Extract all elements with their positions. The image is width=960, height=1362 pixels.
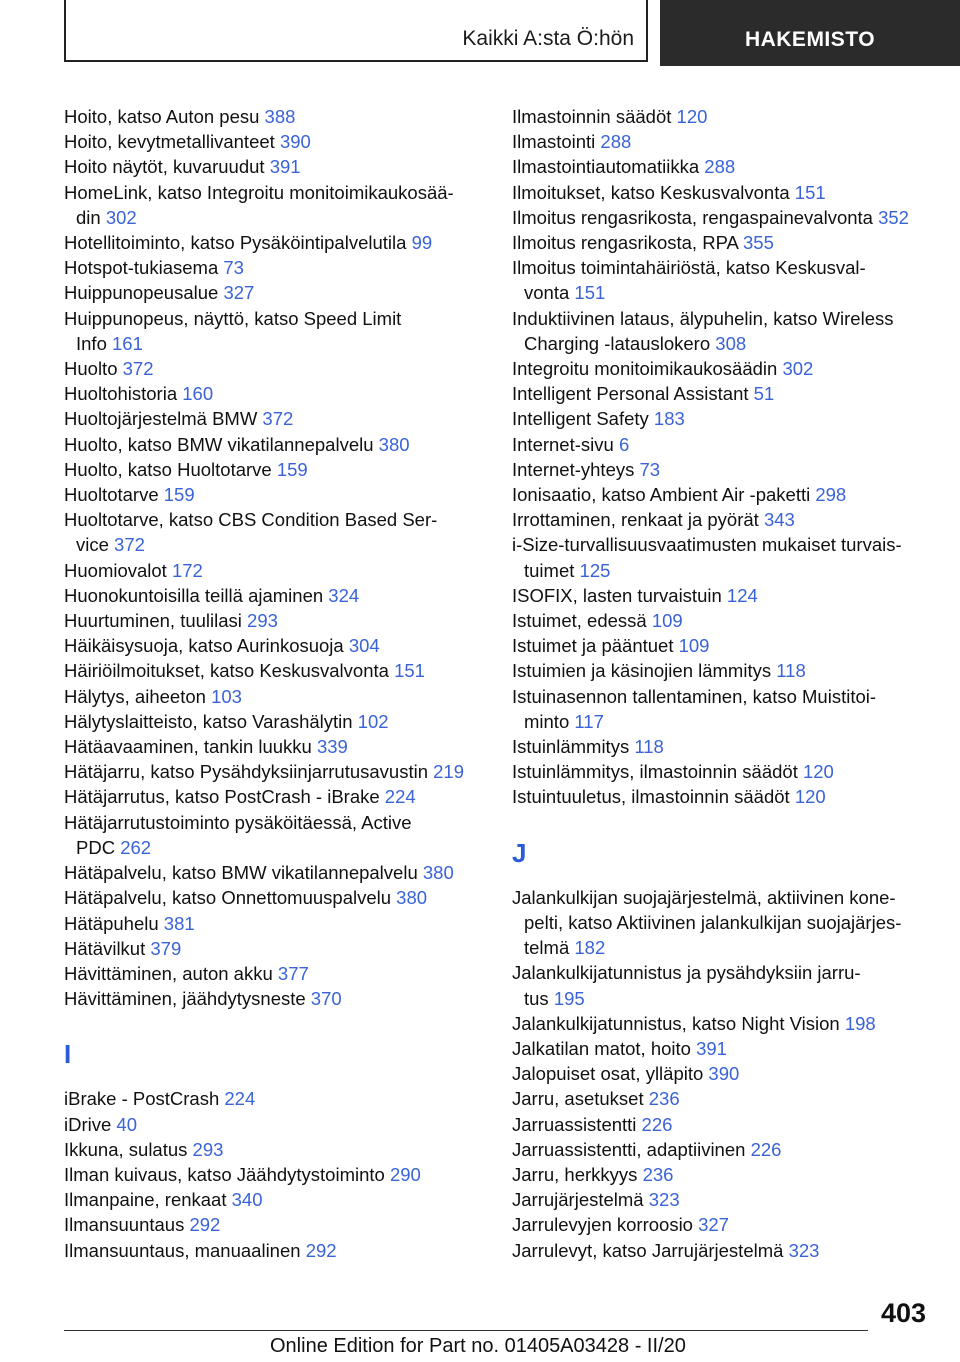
index-entry bbox=[512, 205, 932, 230]
index-entry-text: Jalopuiset osat, ylläpito bbox=[512, 1063, 709, 1085]
page-reference-link[interactable]: 151 bbox=[574, 282, 606, 304]
index-entry-text: Häiriöilmoitukset, katso Keskusvalvonta bbox=[64, 660, 395, 682]
page-reference-link[interactable]: 224 bbox=[384, 786, 416, 808]
page-reference-link[interactable]: 183 bbox=[653, 408, 685, 430]
page-reference-link[interactable]: 224 bbox=[224, 1088, 256, 1110]
index-entry bbox=[512, 1162, 932, 1187]
page-reference-link[interactable]: 391 bbox=[696, 1037, 727, 1059]
index-entry bbox=[512, 658, 932, 683]
page-reference-link[interactable]: 298 bbox=[815, 484, 847, 506]
index-entry-text: Hätäjarrutustoiminto pysäköitäessä, Active bbox=[64, 811, 412, 833]
index-entry-text: Jalankulkijatunnistus ja pysähdyksiin jarru- bbox=[512, 962, 861, 984]
index-entry bbox=[64, 583, 484, 608]
page-reference-link[interactable]: 370 bbox=[310, 988, 342, 1010]
index-entry-text: tus bbox=[524, 987, 554, 1009]
index-column-right bbox=[512, 104, 932, 1263]
page-reference-link[interactable]: 102 bbox=[357, 710, 389, 732]
page-reference-link[interactable]: 293 bbox=[192, 1138, 224, 1160]
index-entry bbox=[64, 684, 484, 709]
index-entry bbox=[512, 432, 932, 457]
index-entry-text: Hälytys, aiheeton bbox=[64, 685, 212, 707]
index-entry-text: Irrottaminen, renkaat ja pyörät bbox=[512, 509, 764, 531]
index-entry-text: Ilmoitus rengasrikosta, rengaspainevalvonta bbox=[512, 206, 879, 228]
index-entry bbox=[512, 230, 932, 255]
page-reference-link[interactable]: 323 bbox=[788, 1239, 820, 1261]
page-reference-link[interactable]: 327 bbox=[698, 1214, 729, 1236]
page-reference-link[interactable]: 288 bbox=[600, 131, 632, 153]
page-reference-link[interactable]: 390 bbox=[708, 1063, 740, 1085]
index-entry bbox=[512, 180, 932, 205]
index-entry-text: HomeLink, katso Integroitu monitoimikaukosää- bbox=[64, 181, 454, 203]
index-entry bbox=[512, 784, 932, 809]
index-entry-text: i-Size-turvallisuusvaatimusten mukaiset turvais- bbox=[512, 534, 902, 556]
page-reference-link[interactable]: 109 bbox=[651, 610, 683, 632]
index-entry-text: Hävittäminen, jäähdytysneste bbox=[64, 988, 311, 1010]
page-reference-link[interactable]: 308 bbox=[715, 332, 747, 354]
index-entry bbox=[64, 255, 484, 280]
index-entry-text: minto bbox=[524, 710, 575, 732]
index-entry bbox=[512, 734, 932, 759]
page-reference-link[interactable]: 380 bbox=[378, 433, 410, 455]
page-reference-link[interactable]: 380 bbox=[422, 862, 454, 884]
page-reference-link[interactable]: 219 bbox=[433, 761, 465, 783]
index-entry bbox=[64, 482, 484, 507]
index-entry-text: Huoltohistoria bbox=[64, 383, 183, 405]
index-entry-text: Huoltojärjestelmä BMW bbox=[64, 408, 263, 430]
page-reference-link[interactable]: 304 bbox=[348, 635, 380, 657]
index-entry bbox=[512, 507, 932, 532]
footer-divider bbox=[64, 1330, 868, 1331]
index-entry bbox=[64, 784, 484, 809]
index-entry-text: din bbox=[76, 206, 106, 228]
index-entry bbox=[512, 129, 932, 154]
index-entry bbox=[512, 356, 932, 381]
index-entry bbox=[512, 482, 932, 507]
index-entry bbox=[512, 583, 932, 608]
page-reference-link[interactable]: 159 bbox=[276, 458, 308, 480]
index-entry bbox=[512, 960, 932, 1010]
index-entry bbox=[64, 885, 484, 910]
index-entry-text: Istuimet, edessä bbox=[512, 610, 652, 632]
index-entry-text: Hätäjarru, katso Pysähdyksiinjarrutusavustin bbox=[64, 761, 434, 783]
page-reference-link[interactable]: 40 bbox=[116, 1113, 137, 1135]
index-entry bbox=[512, 1112, 932, 1137]
index-entry bbox=[64, 1212, 484, 1237]
index-entry-text: Istuintuuletus, ilmastoinnin säädöt bbox=[512, 786, 795, 808]
page-reference-link[interactable]: 6 bbox=[618, 433, 630, 455]
page-reference-link[interactable]: 151 bbox=[794, 181, 826, 203]
page-reference-link[interactable]: 195 bbox=[553, 987, 585, 1009]
index-entry-text: Istuinasennon tallentaminen, katso Muistitoi- bbox=[512, 685, 877, 707]
index-entry bbox=[64, 608, 484, 633]
page-reference-link[interactable]: 292 bbox=[305, 1239, 337, 1261]
index-entry bbox=[64, 658, 484, 683]
index-column-left bbox=[64, 104, 484, 1263]
index-entry-text: Istuimien ja käsinojien lämmitys bbox=[512, 660, 777, 682]
page-reference-link[interactable]: 324 bbox=[328, 584, 360, 606]
page-reference-link[interactable]: 236 bbox=[642, 1163, 674, 1185]
index-entry-text: Induktiivinen lataus, älypuhelin, katso Wireless bbox=[512, 307, 894, 329]
index-entry-text: Hotellitoiminto, katso Pysäköintipalvelutila bbox=[64, 232, 412, 254]
page-reference-link[interactable]: 390 bbox=[279, 131, 311, 153]
page-reference-link[interactable]: 372 bbox=[114, 534, 145, 556]
index-entry-text: telmä bbox=[524, 937, 575, 959]
page-reference-link[interactable]: 323 bbox=[648, 1189, 680, 1211]
section-tab bbox=[64, 0, 648, 62]
index-entry-text: Hälytyslaitteisto, katso Varashälytin bbox=[64, 710, 358, 732]
page-reference-link[interactable]: 262 bbox=[120, 836, 152, 858]
index-entry bbox=[512, 1137, 932, 1162]
index-tab bbox=[660, 0, 960, 66]
index-entry-text: Istuinlämmitys bbox=[512, 736, 635, 758]
page-reference-link[interactable]: 391 bbox=[269, 156, 301, 178]
page-reference-link[interactable]: 327 bbox=[223, 282, 255, 304]
index-entry bbox=[512, 532, 932, 582]
footer-edition: Online Edition for Part no. 01405A03428 - II/20 bbox=[270, 1335, 686, 1357]
index-entry-text: Ilmanpaine, renkaat bbox=[64, 1189, 232, 1211]
index-entry-text: tuimet bbox=[524, 559, 580, 581]
index-entry-text: Internet-yhteys bbox=[512, 458, 640, 480]
page-reference-link[interactable]: 120 bbox=[794, 786, 826, 808]
index-entry-text: Hotspot-tukiasema bbox=[64, 257, 224, 279]
index-entry bbox=[64, 558, 484, 583]
index-entry bbox=[64, 230, 484, 255]
index-entry-text: ISOFIX, lasten turvaistuin bbox=[512, 584, 727, 606]
page-reference-link[interactable]: 73 bbox=[639, 458, 661, 480]
index-entry-text: Häikäisysuoja, katso Aurinkosuoja bbox=[64, 635, 349, 657]
index-entry-text: Huurtuminen, tuulilasi bbox=[64, 610, 248, 632]
index-entry bbox=[64, 432, 484, 457]
index-entry-text: Huippunopeus, näyttö, katso Speed Limit bbox=[64, 307, 402, 329]
index-entry-text: Internet-sivu bbox=[512, 433, 619, 455]
index-entry bbox=[64, 1137, 484, 1162]
page-reference-link[interactable]: 120 bbox=[802, 761, 834, 783]
index-entry-text: Huolto bbox=[64, 358, 123, 380]
index-entry-text: Intelligent Safety bbox=[512, 408, 654, 430]
index-entry bbox=[64, 1162, 484, 1187]
index-entry bbox=[64, 356, 484, 381]
index-entry-text: Huippunopeusalue bbox=[64, 282, 224, 304]
page-reference-link[interactable]: 73 bbox=[223, 257, 244, 279]
index-entry bbox=[512, 759, 932, 784]
section-tab-label: Kaikki A:sta Ö:hön bbox=[462, 27, 634, 50]
index-entry bbox=[64, 381, 484, 406]
index-entry-text: iDrive bbox=[64, 1113, 117, 1135]
index-entry bbox=[512, 154, 932, 179]
index-entry-text: Ionisaatio, katso Ambient Air -paketti bbox=[512, 484, 816, 506]
index-entry-text: Jarrulevyjen korroosio bbox=[512, 1214, 699, 1236]
page-reference-link[interactable]: 293 bbox=[247, 610, 278, 632]
index-entry-text: Ilman kuivaus, katso Jäähdytystoiminto bbox=[64, 1163, 390, 1185]
page-reference-link[interactable]: 124 bbox=[726, 584, 758, 606]
index-entry-text: Huoltotarve bbox=[64, 484, 164, 506]
index-entry-text: Jarru, asetukset bbox=[512, 1088, 649, 1110]
page-reference-link[interactable]: 236 bbox=[648, 1088, 680, 1110]
page-reference-link[interactable]: 109 bbox=[678, 635, 710, 657]
index-entry bbox=[512, 1011, 932, 1036]
index-entry-text: Huolto, katso BMW vikatilannepalvelu bbox=[64, 433, 379, 455]
index-entry-text: Ilmastointi bbox=[512, 131, 601, 153]
page-reference-link[interactable]: 372 bbox=[122, 358, 154, 380]
index-letter-heading: J bbox=[512, 837, 527, 868]
index-letter-heading: I bbox=[64, 1039, 72, 1070]
page-reference-link[interactable]: 339 bbox=[316, 736, 348, 758]
index-entry-text: Integroitu monitoimikaukosäädin bbox=[512, 358, 783, 380]
index-entry bbox=[512, 306, 932, 356]
page-reference-link[interactable]: 172 bbox=[171, 559, 203, 581]
page-reference-link[interactable]: 151 bbox=[394, 660, 425, 682]
index-entry bbox=[64, 129, 484, 154]
page-reference-link[interactable]: 302 bbox=[782, 358, 814, 380]
index-entry-text: Hoito, katso Auton pesu bbox=[64, 106, 265, 127]
index-entry bbox=[64, 1086, 484, 1111]
index-entry bbox=[512, 1187, 932, 1212]
index-entry-text: Intelligent Personal Assistant bbox=[512, 383, 754, 405]
page-header bbox=[64, 0, 960, 66]
index-entry bbox=[512, 457, 932, 482]
index-entry bbox=[512, 1238, 932, 1263]
index-entry bbox=[64, 154, 484, 179]
index-entry bbox=[64, 986, 484, 1011]
index-entry-text: Jalkatilan matot, hoito bbox=[512, 1037, 697, 1059]
index-entry bbox=[64, 633, 484, 658]
index-entry-text: Jalankulkijatunnistus, katso Night Vision bbox=[512, 1012, 845, 1034]
page-reference-link[interactable]: 288 bbox=[704, 156, 736, 178]
page-reference-link[interactable]: 226 bbox=[750, 1138, 782, 1160]
index-entry-text: vonta bbox=[524, 282, 575, 304]
index-entry-text: Huonokuntoisilla teillä ajaminen bbox=[64, 584, 329, 606]
index-entry-text: Hätäpuhelu bbox=[64, 912, 164, 934]
page-reference-link[interactable]: 118 bbox=[634, 736, 664, 758]
index-entry bbox=[64, 406, 484, 431]
index-entry-text: Hätäavaaminen, tankin luukku bbox=[64, 736, 317, 758]
page-reference-link[interactable]: 103 bbox=[211, 685, 242, 707]
index-entry-text: Hoito näytöt, kuvaruudut bbox=[64, 156, 270, 178]
page-reference-link[interactable]: 160 bbox=[182, 383, 214, 405]
page-reference-link[interactable]: 292 bbox=[189, 1214, 221, 1236]
index-entry bbox=[64, 280, 484, 305]
index-entry-text: Jarruassistentti, adaptiivinen bbox=[512, 1138, 751, 1160]
index-entry-text: PDC bbox=[76, 836, 121, 858]
index-entry-text: Istuimet ja pääntuet bbox=[512, 635, 679, 657]
index-entry-text: Hätävilkut bbox=[64, 937, 151, 959]
page-reference-link[interactable]: 117 bbox=[574, 710, 604, 732]
index-entry bbox=[512, 633, 932, 658]
index-entry bbox=[64, 911, 484, 936]
page-reference-link[interactable]: 226 bbox=[641, 1113, 673, 1135]
index-tab-label: HAKEMISTO bbox=[744, 28, 876, 51]
index-entry bbox=[512, 885, 932, 961]
page-reference-link[interactable]: 302 bbox=[105, 206, 137, 228]
index-entry-text: vice bbox=[76, 534, 115, 556]
index-entry bbox=[64, 306, 484, 356]
page-reference-link[interactable]: 355 bbox=[743, 232, 774, 254]
page-reference-link[interactable]: 388 bbox=[264, 106, 296, 127]
index-entry bbox=[64, 457, 484, 482]
index-entry bbox=[512, 608, 932, 633]
index-entry-text: pelti, katso Aktiivinen jalankulkijan suojajärjes- bbox=[524, 911, 902, 933]
page-reference-link[interactable]: 377 bbox=[277, 962, 309, 984]
page-reference-link[interactable]: 372 bbox=[262, 408, 294, 430]
index-entry-text: Hävittäminen, auton akku bbox=[64, 962, 278, 984]
index-entry-text: Ilmansuuntaus, manuaalinen bbox=[64, 1239, 306, 1261]
index-entry bbox=[64, 961, 484, 986]
page-reference-link[interactable]: 99 bbox=[411, 232, 433, 254]
index-entry bbox=[64, 759, 484, 784]
index-entry-text: Huoltotarve, katso CBS Condition Based Ser- bbox=[64, 509, 438, 531]
index-entry bbox=[512, 255, 932, 305]
index-entry bbox=[64, 1238, 484, 1263]
page-reference-link[interactable]: 379 bbox=[150, 937, 182, 959]
page-reference-link[interactable]: 381 bbox=[163, 912, 195, 934]
index-entry-text: Ikkuna, sulatus bbox=[64, 1138, 193, 1160]
page-reference-link[interactable]: 125 bbox=[579, 559, 611, 581]
index-entry-text: Hätäjarrutus, katso PostCrash - iBrake bbox=[64, 786, 385, 808]
index-entry-text: Ilmastointiautomatiikka bbox=[512, 156, 705, 178]
index-entry-text: Huolto, katso Huoltotarve bbox=[64, 458, 277, 480]
page-reference-link[interactable]: 159 bbox=[163, 484, 195, 506]
index-entry-text: Ilmoitus toimintahäiriöstä, katso Keskusval- bbox=[512, 257, 866, 279]
index-entry-text: Jarru, herkkyys bbox=[512, 1163, 643, 1185]
index-entry-text: Info bbox=[76, 332, 112, 354]
index-entry bbox=[512, 1086, 932, 1111]
page-reference-link[interactable]: 118 bbox=[776, 660, 806, 682]
index-entry-text: Jalankulkijan suojajärjestelmä, aktiivinen kone- bbox=[512, 886, 896, 908]
page-reference-link[interactable]: 290 bbox=[389, 1163, 421, 1185]
page-reference-link[interactable]: 343 bbox=[763, 509, 795, 531]
index-entry bbox=[64, 860, 484, 885]
index-entry-text: Istuinlämmitys, ilmastoinnin säädöt bbox=[512, 761, 803, 783]
index-entry bbox=[512, 684, 932, 734]
index-entry-text: Ilmansuuntaus bbox=[64, 1214, 190, 1236]
index-entry bbox=[64, 1112, 484, 1137]
index-entry-text: Jarruassistentti bbox=[512, 1113, 642, 1135]
page-reference-link[interactable]: 198 bbox=[844, 1012, 876, 1034]
index-entry bbox=[64, 507, 484, 557]
page-reference-link[interactable]: 51 bbox=[753, 383, 775, 405]
index-entry bbox=[512, 1036, 932, 1061]
index-entry-text: Ilmoitukset, katso Keskusvalvonta bbox=[512, 181, 795, 203]
index-entry-text: Hätäpalvelu, katso BMW vikatilannepalvelu bbox=[64, 862, 423, 884]
index-entry-text: Hoito, kevytmetallivanteet bbox=[64, 131, 280, 153]
page-reference-link[interactable]: 352 bbox=[878, 206, 909, 228]
index-entry bbox=[64, 734, 484, 759]
index-entry bbox=[512, 1212, 932, 1237]
page-reference-link[interactable]: 380 bbox=[396, 887, 428, 909]
index-entry-text: Huomiovalot bbox=[64, 559, 172, 581]
page-number: 403 bbox=[880, 1298, 926, 1328]
index-entry-text: Hätäpalvelu, katso Onnettomuuspalvelu bbox=[64, 887, 397, 909]
index-entry-text: Jarrulevyt, katso Jarrujärjestelmä bbox=[512, 1239, 789, 1261]
index-entry-text: Ilmastoinnin säädöt bbox=[512, 106, 677, 127]
index-entry-text: iBrake - PostCrash bbox=[64, 1088, 225, 1110]
index-entry bbox=[512, 381, 932, 406]
index-entry bbox=[64, 104, 484, 129]
index-entry-text: Jarrujärjestelmä bbox=[512, 1189, 649, 1211]
index-entry bbox=[512, 1061, 932, 1086]
page-reference-link[interactable]: 161 bbox=[112, 332, 143, 354]
index-entry bbox=[64, 1187, 484, 1212]
index-entry bbox=[512, 406, 932, 431]
index-entry bbox=[64, 810, 484, 860]
page-reference-link[interactable]: 120 bbox=[676, 106, 708, 127]
index-entry bbox=[512, 104, 932, 129]
page-reference-link[interactable]: 340 bbox=[231, 1189, 263, 1211]
index-entry-text: Ilmoitus rengasrikosta, RPA bbox=[512, 232, 743, 254]
index-entry bbox=[64, 180, 484, 230]
page-reference-link[interactable]: 182 bbox=[574, 937, 606, 959]
index-entry bbox=[64, 709, 484, 734]
index-entry-text: Charging -latauslokero bbox=[524, 332, 716, 354]
index-entry bbox=[64, 936, 484, 961]
